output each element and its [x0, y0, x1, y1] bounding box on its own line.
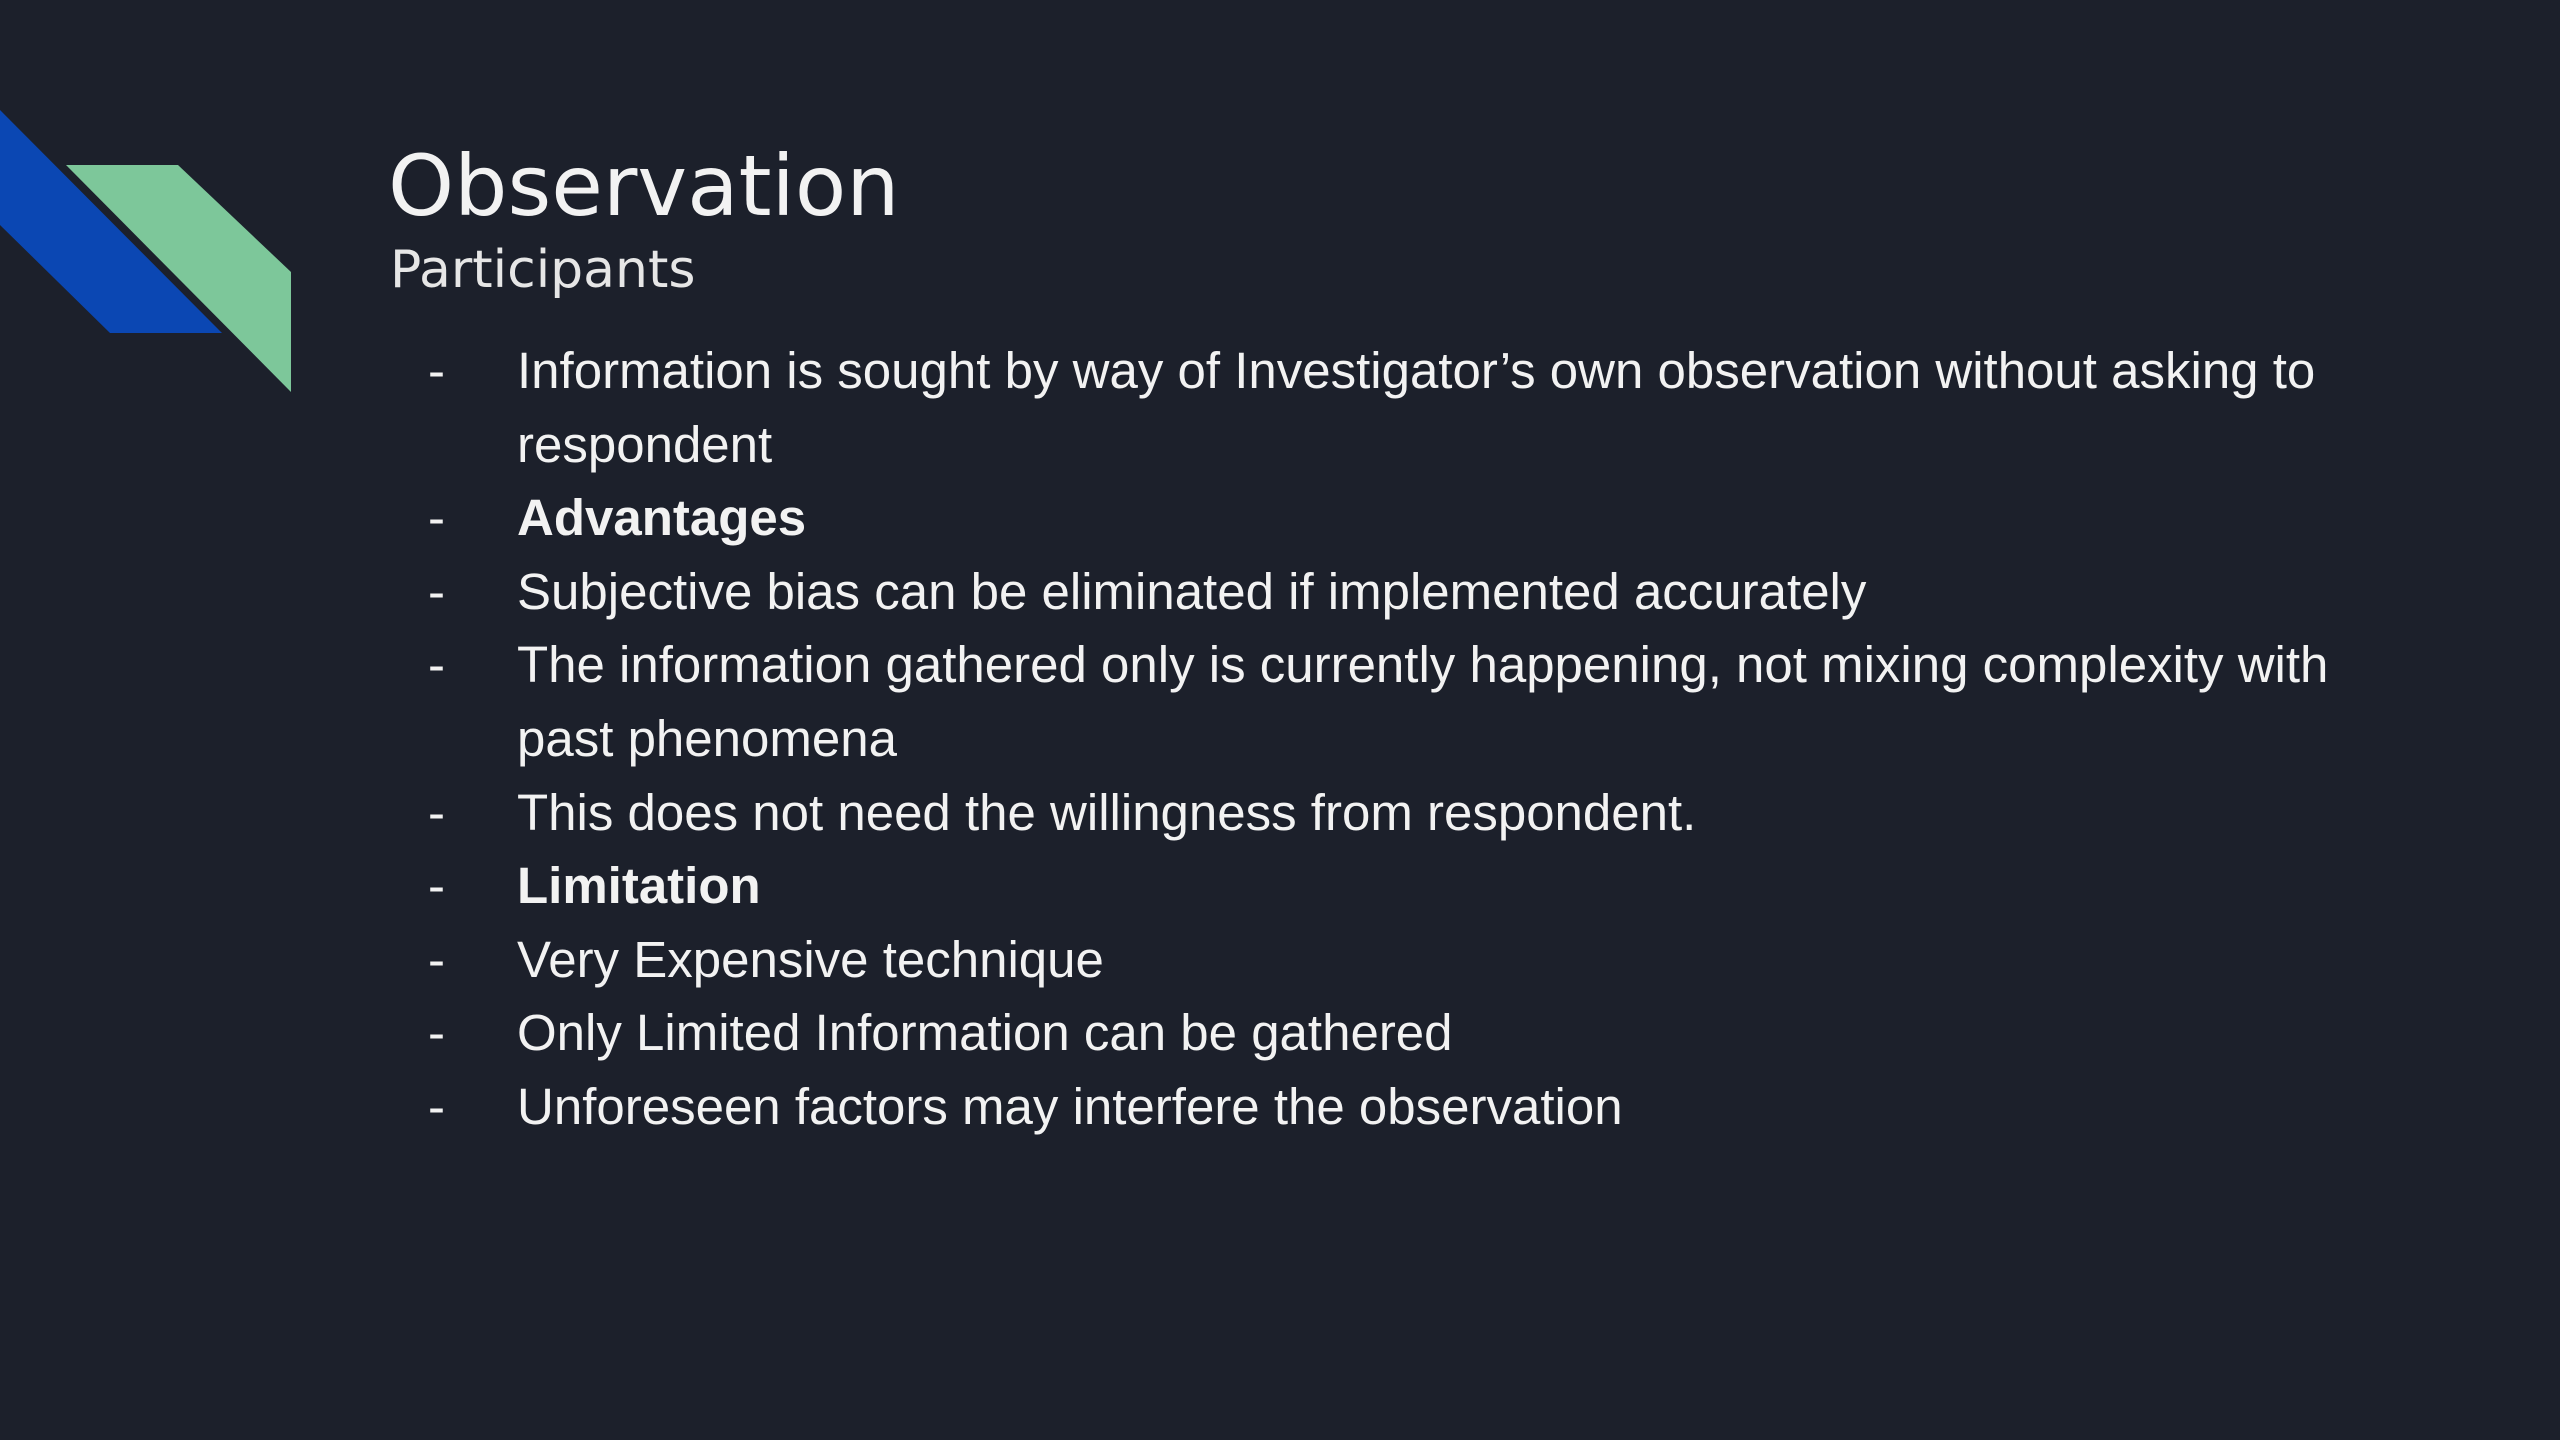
bullet-text: Unforeseen factors may interfere the observation	[517, 1077, 1623, 1135]
bullet-list	[420, 334, 2380, 1144]
bullet-item	[420, 1070, 2380, 1144]
bullet-text: Limitation	[517, 857, 761, 915]
bullet-item	[420, 776, 2380, 850]
bullet-text: The information gathered only is currently happening, not mixing complexity with past phenomena	[517, 636, 2329, 767]
bullet-item	[420, 628, 2380, 775]
bullet-item-heading	[420, 481, 2380, 555]
bullet-item	[420, 996, 2380, 1070]
bullet-marker: -	[428, 489, 445, 547]
bullet-marker: -	[428, 342, 445, 399]
bullet-text: Information is sought by way of Investigator’s own observation without asking to respondent	[517, 342, 2316, 473]
corner-stripes-decoration	[0, 0, 300, 400]
bullet-text: Very Expensive technique	[517, 930, 1104, 988]
bullet-marker: -	[428, 783, 445, 841]
slide-title: Observation	[388, 137, 900, 235]
bullet-marker: -	[428, 562, 445, 620]
bullet-item	[420, 923, 2380, 997]
bullet-text: Subjective bias can be eliminated if implemented accurately	[517, 562, 1867, 620]
bullet-text: Only Limited Information can be gathered	[517, 1004, 1453, 1062]
bullet-item	[420, 334, 2380, 481]
bullet-text: This does not need the willingness from respondent.	[517, 783, 1697, 841]
bullet-marker: -	[428, 930, 445, 988]
bullet-text: Advantages	[517, 489, 807, 547]
bullet-item-heading	[420, 849, 2380, 923]
bullet-marker: -	[428, 636, 445, 694]
bullet-item	[420, 555, 2380, 629]
bullet-marker: -	[428, 1004, 445, 1062]
slide-subtitle: Participants	[390, 240, 696, 300]
bullet-marker: -	[428, 1077, 445, 1135]
bullet-marker: -	[428, 857, 445, 915]
